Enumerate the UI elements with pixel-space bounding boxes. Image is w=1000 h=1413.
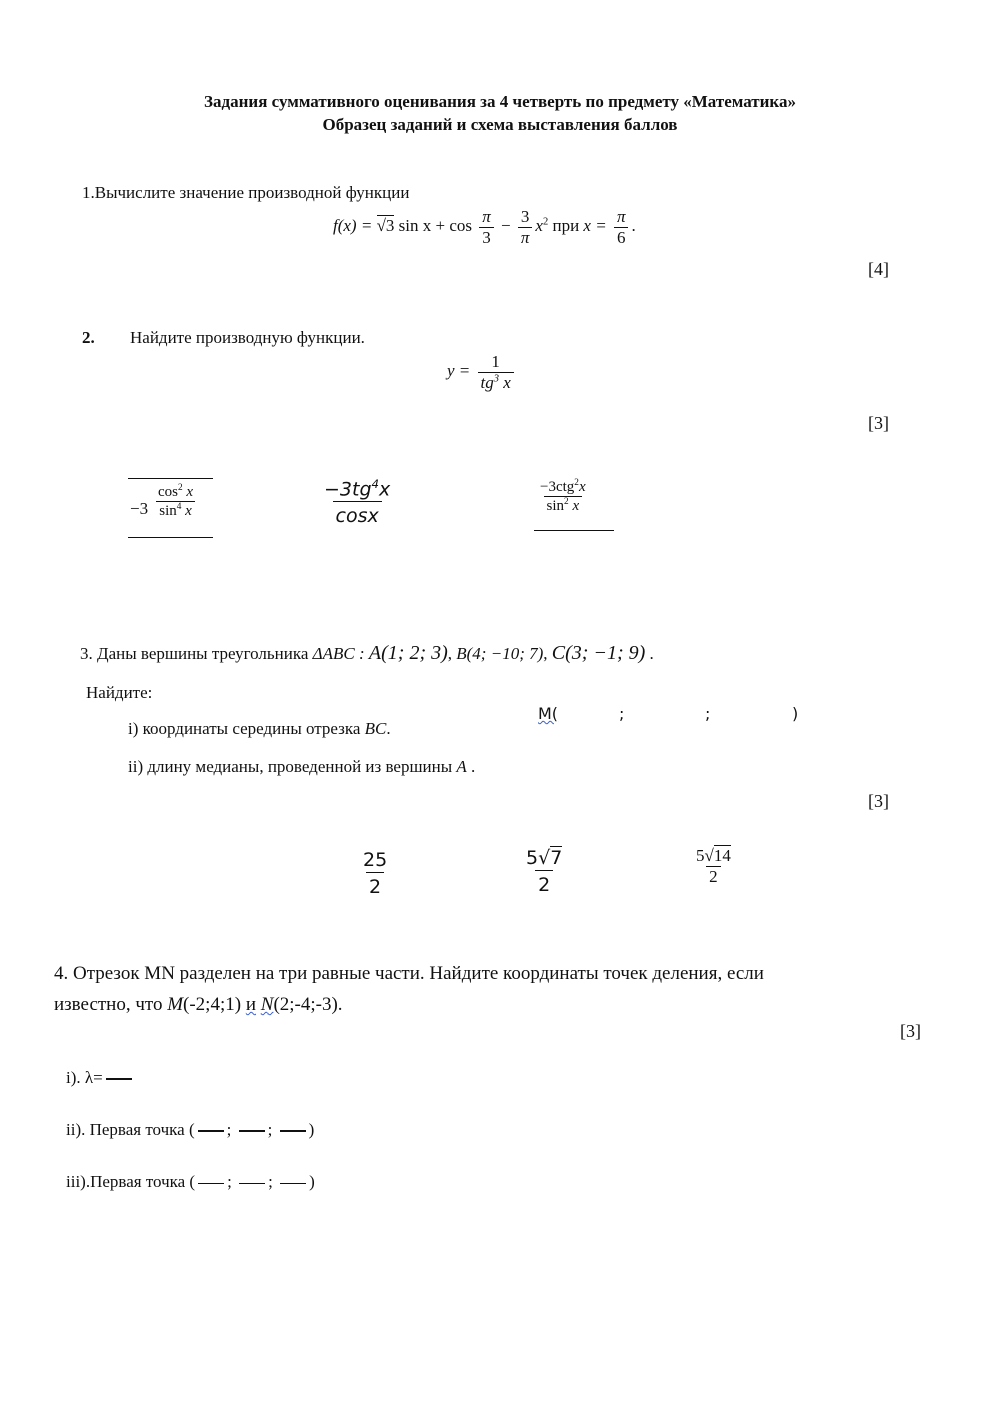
choice2-fraction: $\frac{-3tg^4x}{\cos x}$	[324, 477, 391, 528]
task1-formula: f(x) = √3 sin x + cos $\frac{\pi}{3}$ − $\frac{3}{\pi}$ $x^2$ при x = $\frac{\pi}{6}$ .	[333, 207, 636, 247]
formula-pri: при	[548, 215, 584, 235]
formula-sqrt3: √3	[376, 215, 395, 235]
fraction-pi-3: $\frac{\pi}{3}$	[479, 207, 494, 247]
task3-statement: 3. Даны вершины треугольника ΔABC : A(1; 2; 3), B(4; −10; 7), C(3; −1; 9) .	[80, 642, 654, 664]
task2-score: [3]	[868, 413, 889, 433]
midpoint-close: )	[792, 704, 799, 723]
point2-z-blank[interactable]	[280, 1183, 306, 1184]
task3-item1: i) координаты середины отрезка BC.	[128, 719, 391, 738]
task4-item3: iii).Первая точка ( ; ; )	[66, 1172, 315, 1191]
task1-text: 1.Вычислите значение производной функции	[82, 183, 410, 202]
formula-x: x	[535, 215, 543, 235]
task4-item2: ii). Первая точка ( ; ; )	[66, 1120, 315, 1139]
point-c: C(3; −1; 9)	[551, 642, 646, 664]
task4-item1: i). λ=	[66, 1068, 135, 1088]
task2-number: 2.	[82, 328, 95, 347]
task2-choice-3[interactable]	[534, 478, 614, 531]
fraction-pi-6: $\frac{\pi}{6}$	[614, 207, 629, 247]
lambda-blank[interactable]	[106, 1078, 132, 1080]
formula-minus: −	[496, 215, 515, 235]
task3-item2: ii) длину медианы, проведенной из вершины A .	[128, 757, 476, 776]
midpoint-semicolon-2: ;	[705, 704, 711, 723]
task3-choice-2[interactable]: $\frac{5√7}{2}$	[526, 847, 563, 896]
formula-square: 2	[542, 216, 549, 228]
task4-line2: известно, что M(-2;4;1) и N(2;-4;-3).	[54, 994, 343, 1015]
point1-x-blank[interactable]	[198, 1130, 224, 1132]
point2-x-blank[interactable]	[198, 1183, 224, 1184]
formula-fx: f(x) =	[333, 215, 377, 235]
point-a: A(1; 2; 3)	[368, 642, 448, 664]
formula-x-eq: x =	[583, 215, 611, 235]
task2-text: Найдите производную функции.	[130, 328, 365, 347]
task3-find: Найдите:	[86, 683, 153, 702]
fraction-3-pi: $\frac{3}{\pi}$	[518, 207, 533, 247]
task3-score: [3]	[868, 791, 889, 811]
task2-formula: y = $\frac{1}{tg^3 x}$	[447, 352, 517, 392]
task3-choice-1[interactable]: $\frac{25}{2}$	[363, 849, 388, 898]
task3-text: 3. Даны вершины треугольника	[80, 644, 309, 663]
point1-z-blank[interactable]	[280, 1130, 306, 1132]
task4-score: [3]	[900, 1021, 921, 1041]
task3-choice-3[interactable]: $\frac{5√14}{2}$	[696, 846, 731, 886]
formula-sin-cos: sin x + cos	[394, 215, 477, 235]
task2-choice-2[interactable]	[318, 478, 396, 528]
task2-choice-1[interactable]: −3 $\frac{\cos^2 x}{\sin^4 x}$	[128, 478, 213, 538]
choice3-fraction: $\frac{-3ctg^2x}{\sin^2 x}$	[540, 478, 586, 515]
task4-line1: 4. Отрезок MN разделен на три равные части. Найдите координаты точек деления, если	[54, 963, 764, 984]
triangle-label: ΔABC :	[312, 644, 365, 663]
point-b: B(4; −10; 7)	[456, 644, 544, 663]
midpoint-m-open: M(	[538, 704, 559, 723]
header-line-2: Образец заданий и схема выставления баллов	[322, 115, 678, 134]
fraction-1-tg3x: $\frac{1}{tg^3 x}$	[478, 352, 514, 392]
point2-y-blank[interactable]	[239, 1183, 265, 1184]
choice1-fraction: $\frac{\cos^2 x}{\sin^4 x}$	[158, 483, 194, 520]
midpoint-semicolon-1: ;	[619, 704, 625, 723]
header-line-1: Задания суммативного оценивания за 4 четверть по предмету «Математика»	[204, 92, 796, 111]
point1-y-blank[interactable]	[239, 1130, 265, 1132]
task1-score: [4]	[868, 259, 889, 279]
